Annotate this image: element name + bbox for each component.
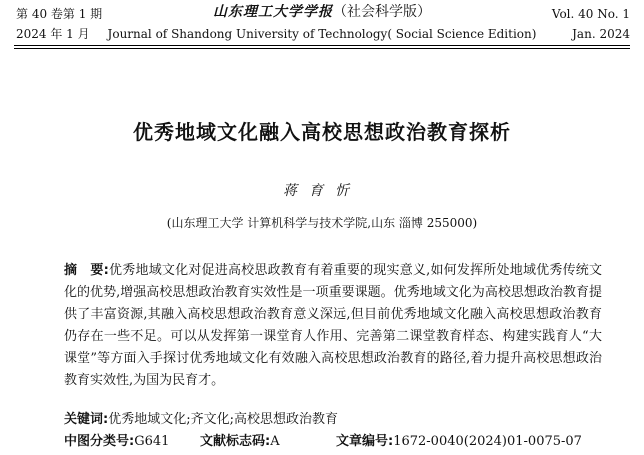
volume-issue-zh: 第 40 卷第 1 期 — [16, 7, 103, 21]
header-center — [100, 2, 544, 44]
date-zh: 2024 年 1 月 — [16, 27, 90, 41]
article-no-value: 1672-0040(2024)01-0075-07 — [393, 434, 582, 449]
journal-name-zh — [100, 2, 544, 22]
author-name: 蒋育忻 — [283, 183, 361, 199]
header-rule-bottom — [14, 48, 630, 49]
journal-logo: 山东理工大学学报 — [213, 4, 333, 20]
header-left — [16, 4, 102, 44]
clc-number — [64, 432, 200, 452]
clc-value: G641 — [134, 434, 170, 449]
clc-label: 中图分类号: — [64, 434, 135, 449]
article-no-label: 文章编号: — [336, 434, 394, 449]
abstract-text: 优秀地域文化对促进高校思政教育有着重要的现实意义,如何发挥所处地域优秀传统文化的优势,增强高校思想政治教育实效性是一项重要课题。优秀地域文化为高校思想政治教育提供了丰富资源,其融入高校思想政治教育意义深远,但目前优秀地域文化融入高校思想政治教育仍存在一些不足。可以从发挥第一课堂育人作用、完善第二课堂教育样态、构建实践育人“大课堂”等方面入手探讨优秀地域文化有效融入高校思想政治教育的路径,着力提升高校思想政治教育实效性,为国为民育才。 — [64, 263, 602, 388]
date-en: Jan. 2024 — [572, 27, 630, 41]
author-affiliation: (山东理工大学 计算机科学与技术学院,山东 淄博 255000) — [166, 216, 478, 230]
journal-name-en: Journal of Shandong University of Technology( Social Science Edition) — [107, 27, 537, 41]
journal-suffix-zh: （社会科学版） — [333, 4, 431, 20]
keywords — [64, 410, 338, 430]
abstract-label: 摘 要: — [64, 263, 109, 278]
doc-code-value: A — [270, 434, 280, 449]
document-code — [200, 432, 336, 452]
keywords-text: 优秀地域文化;齐文化;高校思想政治教育 — [108, 412, 338, 427]
classification-line — [64, 432, 594, 452]
header-right — [552, 4, 630, 44]
header-rule-top — [14, 45, 630, 46]
volume-issue-en: Vol. 40 No. 1 — [551, 7, 630, 21]
abstract — [64, 260, 602, 392]
keywords-label: 关键词: — [64, 412, 109, 427]
article-title: 优秀地域文化融入高校思想政治教育探析 — [133, 120, 511, 144]
article-number — [336, 432, 582, 452]
doc-code-label: 文献标志码: — [200, 434, 271, 449]
